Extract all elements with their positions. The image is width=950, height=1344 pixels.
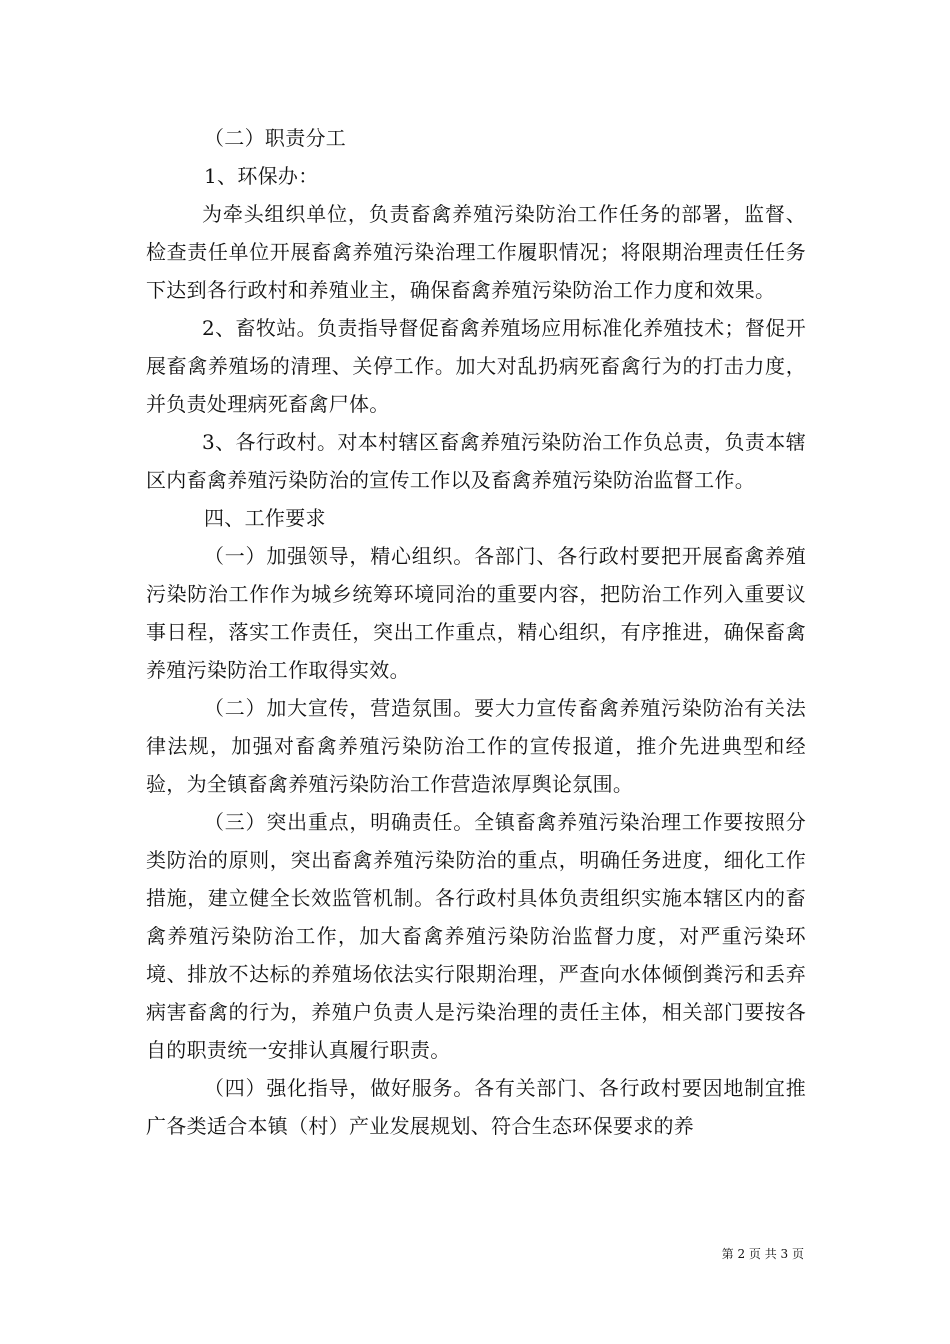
page-number: 第 2 页 共 3 页	[721, 1247, 804, 1261]
paragraph-publicity: （二）加大宣传，营造氛围。要大力宣传畜禽养殖污染防治有关法律法规，加强对畜禽养殖污染防治工作的宣传报道，推介先进典型和经验，为全镇畜禽养殖污染防治工作营造浓厚舆论氛围。	[146, 696, 806, 796]
paragraph-livestock-station: 2、畜牧站。负责指导督促畜禽养殖场应用标准化养殖技术；督促开展畜禽养殖场的清理、关停工作。加大对乱扔病死畜禽行为的打击力度，并负责处理病死畜禽尸体。	[146, 316, 806, 416]
paragraph-environment-office: 为牵头组织单位，负责畜禽养殖污染防治工作任务的部署，监督、检查责任单位开展畜禽养殖污染治理工作履职情况；将限期治理责任任务下达到各行政村和养殖业主，确保畜禽养殖污染防治工作力度和效果。	[146, 202, 806, 302]
section-heading-work-requirements: 四、工作要求	[204, 506, 326, 530]
paragraph-leadership: （一）加强领导，精心组织。各部门、各行政村要把开展畜禽养殖污染防治工作作为城乡统筹环境同治的重要内容，把防治工作列入重要议事日程，落实工作责任，突出工作重点，精心组织，有序推进，确保畜禽养殖污染防治工作取得实效。	[146, 544, 806, 682]
paragraph-villages: 3、各行政村。对本村辖区畜禽养殖污染防治工作负总责，负责本辖区内畜禽养殖污染防治的宣传工作以及畜禽养殖污染防治监督工作。	[146, 430, 806, 492]
paragraph-key-points: （三）突出重点，明确责任。全镇畜禽养殖污染治理工作要按照分类防治的原则，突出畜禽养殖污染防治的重点，明确任务进度，细化工作措施，建立健全长效监管机制。各行政村具体负责组织实施本辖区内的畜禽养殖污染防治工作，加大畜禽养殖污染防治监督力度，对严重污染环境、排放不达标的养殖场依法实行限期治理，严查向水体倾倒粪污和丢弃病害畜禽的行为，养殖户负责人是污染治理的责任主体，相关部门要按各自的职责统一安排认真履行职责。	[146, 810, 806, 1062]
document-body	[146, 119, 806, 1145]
item-heading-environment-office: 1、环保办：	[204, 164, 319, 188]
section-heading-duties: （二）职责分工	[204, 126, 347, 150]
paragraph-guidance: （四）强化指导，做好服务。各有关部门、各行政村要因地制宜推广各类适合本镇（村）产业发展规划、符合生态环保要求的养	[146, 1076, 806, 1138]
